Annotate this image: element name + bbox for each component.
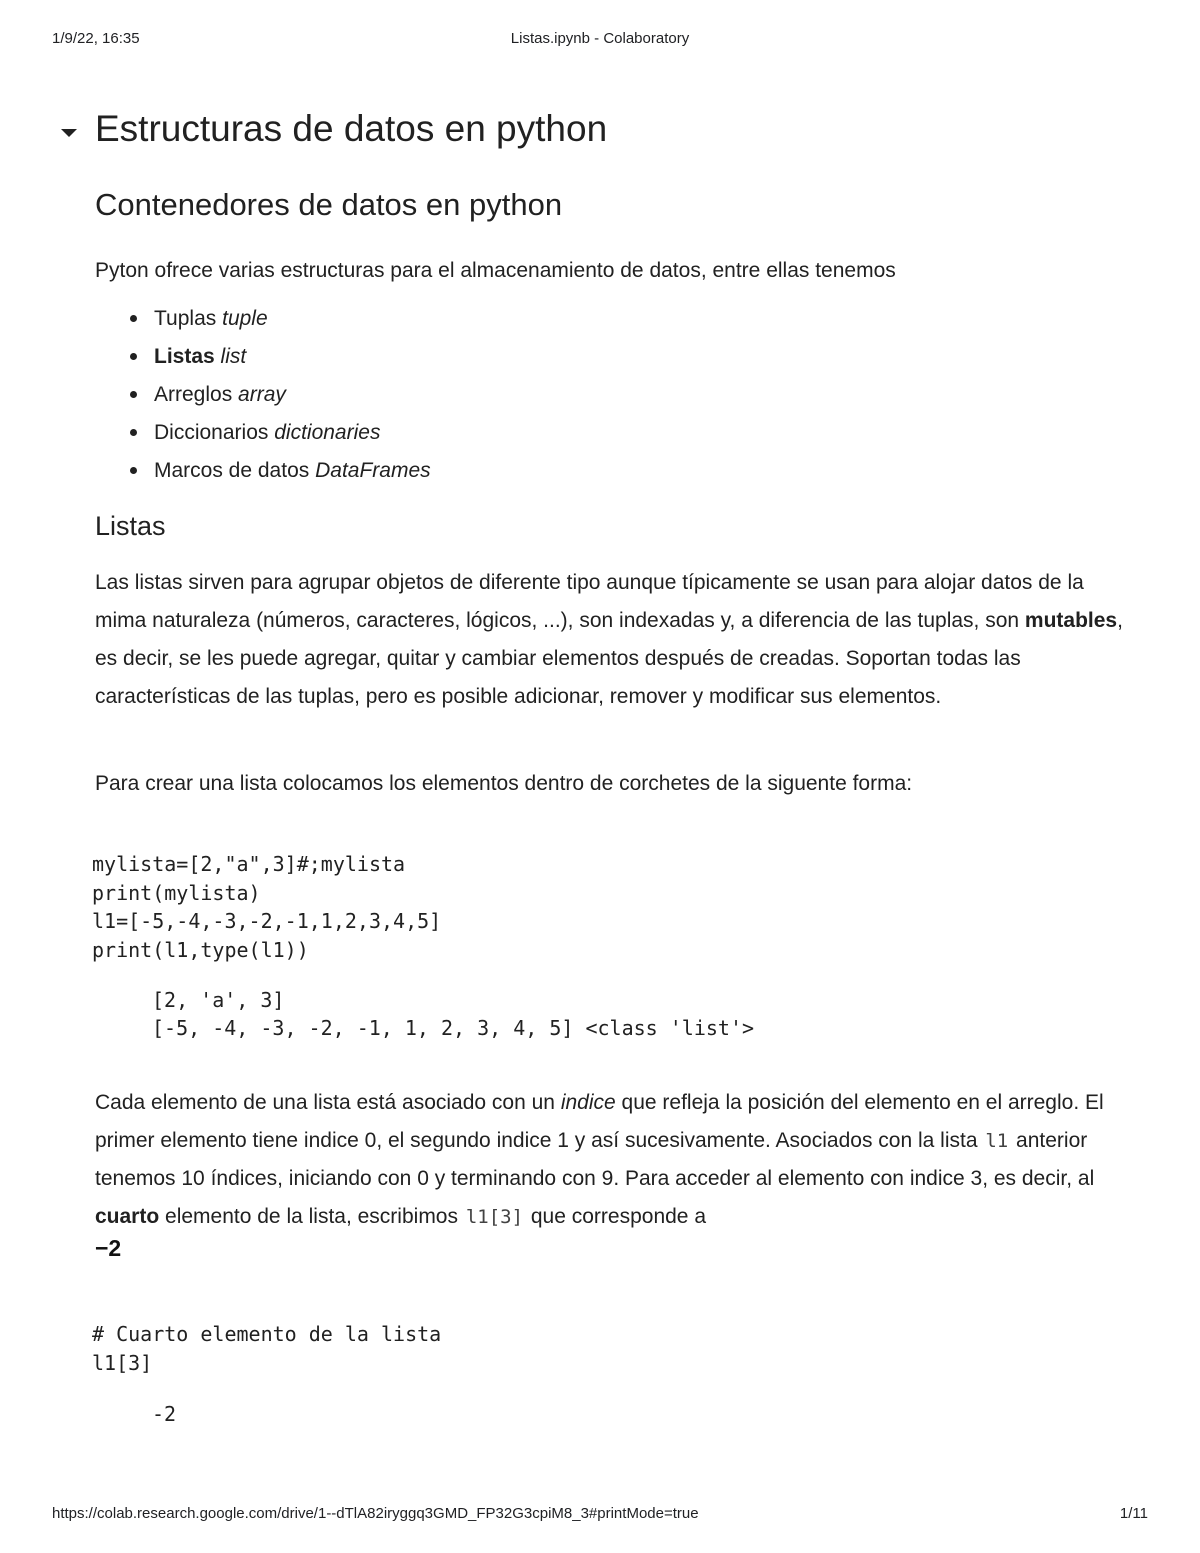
section-title: Estructuras de datos en python [95, 108, 608, 149]
print-title: Listas.ipynb - Colaboratory [510, 30, 690, 47]
text-span: Cada elemento de una lista está asociado con un [95, 1091, 561, 1114]
list-item [130, 300, 431, 338]
bold-text: mutables [1024, 609, 1118, 632]
list-item [130, 376, 431, 414]
cell-output: -2 [152, 1402, 177, 1426]
text-span: que refleja la posición del elemento en el arreglo. El primer elemento tiene indice 0, el segundo indice 1 y así sucesivamente. Asociados con la lista [95, 1091, 1104, 1152]
list-item-name: Tuplas [154, 307, 217, 330]
list-item [130, 338, 431, 376]
cell-output: [2, 'a', 3] [-5, -4, -3, -2, -1, 1, 2, 3, 4, 5] <class 'list'> [152, 988, 755, 1040]
list-item [130, 452, 431, 490]
bold-text: cuarto [95, 1205, 160, 1228]
subsection-title: Contenedores de datos en python [95, 187, 563, 222]
list-item-name: Diccionarios [154, 421, 269, 444]
list-item-term: array [238, 383, 286, 406]
crear-paragraph: Para crear una lista colocamos los elementos dentro de corchetes de la siguente forma: [95, 772, 913, 795]
intro-paragraph: Pyton ofrece varias estructuras para el almacenamiento de datos, entre ellas tenemos [95, 259, 896, 282]
code-cell[interactable]: mylista=[2,"a",3]#;mylista print(mylista) l1=[-5,-4,-3,-2,-1,1,2,3,4,5] print(l1,type(l1)) [92, 852, 442, 962]
text-span: que corresponde a [525, 1205, 706, 1228]
code-cell[interactable]: # Cuarto elemento de la lista l1[3] [92, 1322, 442, 1375]
collapse-section-icon[interactable] [60, 126, 78, 138]
listas-paragraph [95, 564, 1140, 716]
print-header [52, 30, 1148, 50]
print-url: https://colab.research.google.com/drive/1--dTlA82iryggq3GMD_FP32G3cpiM8_3#printMode=true [52, 1505, 699, 1522]
text-span: , es decir, se les puede agregar, quitar y cambiar elementos después de creadas. Soportan todas las características de las tuplas, pero es posible adicionar, remover y modificar sus elementos. [95, 609, 1123, 708]
listas-heading: Listas [95, 511, 166, 541]
list-item-name: Marcos de datos [154, 459, 310, 482]
italic-text: indice [560, 1091, 616, 1114]
data-structures-list [130, 300, 431, 490]
list-item-term: dictionaries [274, 421, 381, 444]
list-item-term: list [220, 345, 247, 368]
inline-code: l1[3] [465, 1206, 524, 1228]
list-item-name: Arreglos [154, 383, 233, 406]
page-number: 1/11 [1119, 1505, 1148, 1522]
list-item-term: tuple [222, 307, 268, 330]
math-value: −2 [95, 1235, 122, 1261]
indice-paragraph [95, 1084, 1140, 1236]
list-item [130, 414, 431, 452]
list-item-name: Listas [154, 345, 215, 368]
inline-code: l1 [985, 1130, 1009, 1152]
text-span: anterior tenemos 10 índices, iniciando con 0 y terminando con 9. Para acceder al elemento con indice 3, es decir, al [95, 1129, 1095, 1190]
text-span: Las listas sirven para agrupar objetos de diferente tipo aunque típicamente se usan para alojar datos de la mima naturaleza (números, caracteres, lógicos, ...), son indexadas y, a diferencia de las tuplas, son [95, 571, 1084, 632]
print-footer [52, 1505, 1148, 1525]
list-item-term: DataFrames [315, 459, 431, 482]
text-span: elemento de la lista, escribimos [159, 1205, 464, 1228]
print-datetime: 1/9/22, 16:35 [52, 30, 140, 47]
